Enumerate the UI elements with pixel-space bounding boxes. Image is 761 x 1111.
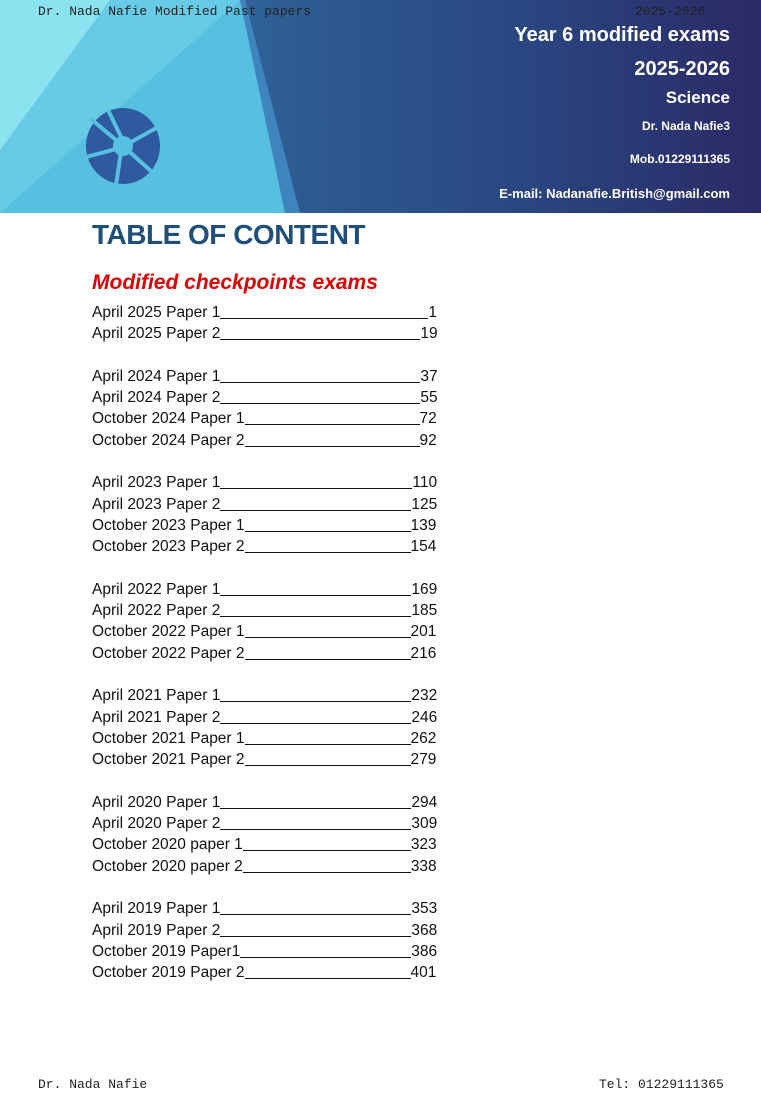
toc-entry-label: October 2021 Paper 1 <box>92 729 245 747</box>
page-footer-right: Tel: 01229111365 <box>599 1077 724 1092</box>
group-spacer <box>92 558 438 579</box>
toc-entry-label: April 2024 Paper 1 <box>92 367 221 385</box>
toc-entry-page: 386 <box>411 942 438 960</box>
leader-line <box>220 794 411 809</box>
toc-entry[interactable] <box>92 920 438 941</box>
toc-entry[interactable] <box>92 536 438 557</box>
toc-entry-page: 232 <box>411 687 438 705</box>
page-header-right: 2025-2026 <box>635 4 706 19</box>
toc-entry[interactable] <box>92 621 438 642</box>
toc-entry-page: 323 <box>410 836 437 854</box>
leader-line <box>243 836 411 851</box>
leader-line <box>240 943 411 958</box>
toc-entry-page: 353 <box>411 900 438 918</box>
leader-line <box>220 304 428 319</box>
toc-entry-page: 55 <box>420 389 438 407</box>
banner-title: Year 6 modified exams <box>514 24 730 46</box>
leader-line <box>220 581 411 596</box>
toc-entry[interactable] <box>92 302 438 323</box>
toc-entry[interactable] <box>92 600 438 621</box>
leader-line <box>220 474 412 489</box>
leader-line <box>245 964 411 979</box>
leader-line <box>245 751 411 766</box>
toc-entry-page: 92 <box>419 431 437 449</box>
toc-entry-page: 279 <box>410 751 437 769</box>
toc-entry[interactable] <box>92 323 438 344</box>
toc-entry-label: April 2019 Paper 2 <box>92 921 221 939</box>
group-spacer <box>92 771 438 792</box>
leader-line <box>220 709 411 724</box>
page-header-left: Dr. Nada Nafie Modified Past papers <box>38 4 312 19</box>
group-spacer <box>92 451 438 472</box>
toc-entry-label: October 2020 paper 1 <box>92 836 243 854</box>
leader-line <box>245 623 411 638</box>
toc-entry-label: October 2022 Paper 2 <box>92 644 245 662</box>
toc-entry-page: 37 <box>420 367 438 385</box>
toc-entry-page: 246 <box>411 708 438 726</box>
toc-entry-page: 185 <box>411 602 438 620</box>
leader-line <box>245 432 420 447</box>
toc-entry-page: 154 <box>410 538 437 556</box>
group-spacer <box>92 664 438 685</box>
toc-entry-label: April 2025 Paper 2 <box>92 325 221 343</box>
toc-entry[interactable] <box>92 643 438 664</box>
leader-line <box>245 410 420 425</box>
toc-entry-label: April 2023 Paper 2 <box>92 495 221 513</box>
toc-entry-page: 294 <box>411 793 438 811</box>
toc-entry-label: April 2024 Paper 2 <box>92 389 221 407</box>
group-spacer <box>92 877 438 898</box>
toc-entry-label: October 2020 paper 2 <box>92 857 243 875</box>
toc-entry-label: October 2023 Paper 2 <box>92 538 245 556</box>
toc-entry-page: 368 <box>411 921 438 939</box>
header-banner <box>0 0 761 213</box>
toc-entry-label: October 2019 Paper1 <box>92 942 241 960</box>
banner-author: Dr. Nada Nafie3 <box>641 119 730 133</box>
toc-title: TABLE OF CONTENT <box>92 219 366 250</box>
leader-line <box>220 900 411 915</box>
leader-line <box>220 922 411 937</box>
toc-entry[interactable] <box>92 728 438 749</box>
toc-entry[interactable] <box>92 749 438 770</box>
leader-line <box>245 538 411 553</box>
leader-line <box>220 687 411 702</box>
camera-aperture-icon <box>86 107 162 185</box>
toc-entry[interactable] <box>92 856 438 877</box>
toc-entry-page: 216 <box>410 644 437 662</box>
leader-line <box>220 815 411 830</box>
toc-entry-label: April 2022 Paper 2 <box>92 602 221 620</box>
toc-entry-label: April 2023 Paper 1 <box>92 474 221 492</box>
toc-entry[interactable] <box>92 472 438 493</box>
toc-entry-label: October 2022 Paper 1 <box>92 623 245 641</box>
toc-entry[interactable] <box>92 898 438 919</box>
leader-line <box>220 368 420 383</box>
toc-entry[interactable] <box>92 430 438 451</box>
leader-line <box>245 517 411 532</box>
toc-entry[interactable] <box>92 834 438 855</box>
leader-line <box>245 730 411 745</box>
banner-year: 2025-2026 <box>634 58 730 80</box>
toc-entry[interactable] <box>92 792 438 813</box>
toc-entry[interactable] <box>92 366 438 387</box>
toc-entry-page: 1 <box>428 304 438 321</box>
toc-entry-label: April 2020 Paper 1 <box>92 793 221 811</box>
toc-entry-label: April 2025 Paper 1 <box>92 304 221 321</box>
toc-entry-page: 262 <box>410 729 437 747</box>
toc-entry[interactable] <box>92 707 438 728</box>
toc-entry-label: April 2019 Paper 1 <box>92 900 221 918</box>
leader-line <box>220 496 411 511</box>
toc-entry-label: October 2023 Paper 1 <box>92 516 245 534</box>
toc-entry-label: April 2021 Paper 1 <box>92 687 221 705</box>
toc-entry-label: October 2021 Paper 2 <box>92 751 245 769</box>
toc-entry-page: 201 <box>410 623 437 641</box>
toc-entry[interactable] <box>92 494 438 515</box>
toc-section-heading: Modified checkpoints exams <box>92 271 378 294</box>
toc-entry[interactable] <box>92 685 438 706</box>
toc-entry[interactable] <box>92 387 438 408</box>
leader-line <box>220 325 420 340</box>
toc-entry-label: October 2024 Paper 2 <box>92 431 245 449</box>
toc-entry-page: 19 <box>420 325 438 343</box>
toc-entry-label: April 2022 Paper 1 <box>92 580 221 598</box>
banner-email: E-mail: Nadanafie.British@gmail.com <box>499 186 730 201</box>
banner-mobile: Mob.01229111365 <box>629 152 730 166</box>
toc-entry-label: October 2019 Paper 2 <box>92 964 245 982</box>
leader-line <box>245 645 411 660</box>
toc-entry[interactable] <box>92 962 438 983</box>
toc-entry-page: 169 <box>411 580 438 598</box>
toc-entry[interactable] <box>92 579 438 600</box>
toc-entry-page: 338 <box>410 857 437 875</box>
toc-entry-page: 139 <box>410 516 437 534</box>
toc-list <box>92 302 438 984</box>
toc-entry-page: 72 <box>419 410 437 428</box>
group-spacer <box>92 345 438 366</box>
leader-line <box>220 389 420 404</box>
toc-entry-label: April 2020 Paper 2 <box>92 815 221 833</box>
toc-entry-page: 401 <box>410 964 437 982</box>
toc-entry[interactable] <box>92 941 438 962</box>
toc-entry-label: October 2024 Paper 1 <box>92 410 245 428</box>
toc-entry[interactable] <box>92 515 438 536</box>
toc-entry[interactable] <box>92 408 438 429</box>
toc-entry-page: 125 <box>411 495 438 513</box>
toc-entry-page: 309 <box>411 815 438 833</box>
toc-entry[interactable] <box>92 813 438 834</box>
leader-line <box>220 602 411 617</box>
toc-entry-label: April 2021 Paper 2 <box>92 708 221 726</box>
page-footer-left: Dr. Nada Nafie <box>38 1077 148 1092</box>
leader-line <box>243 858 411 873</box>
banner-subject: Science <box>665 88 730 107</box>
toc-entry-page: 110 <box>412 474 438 492</box>
